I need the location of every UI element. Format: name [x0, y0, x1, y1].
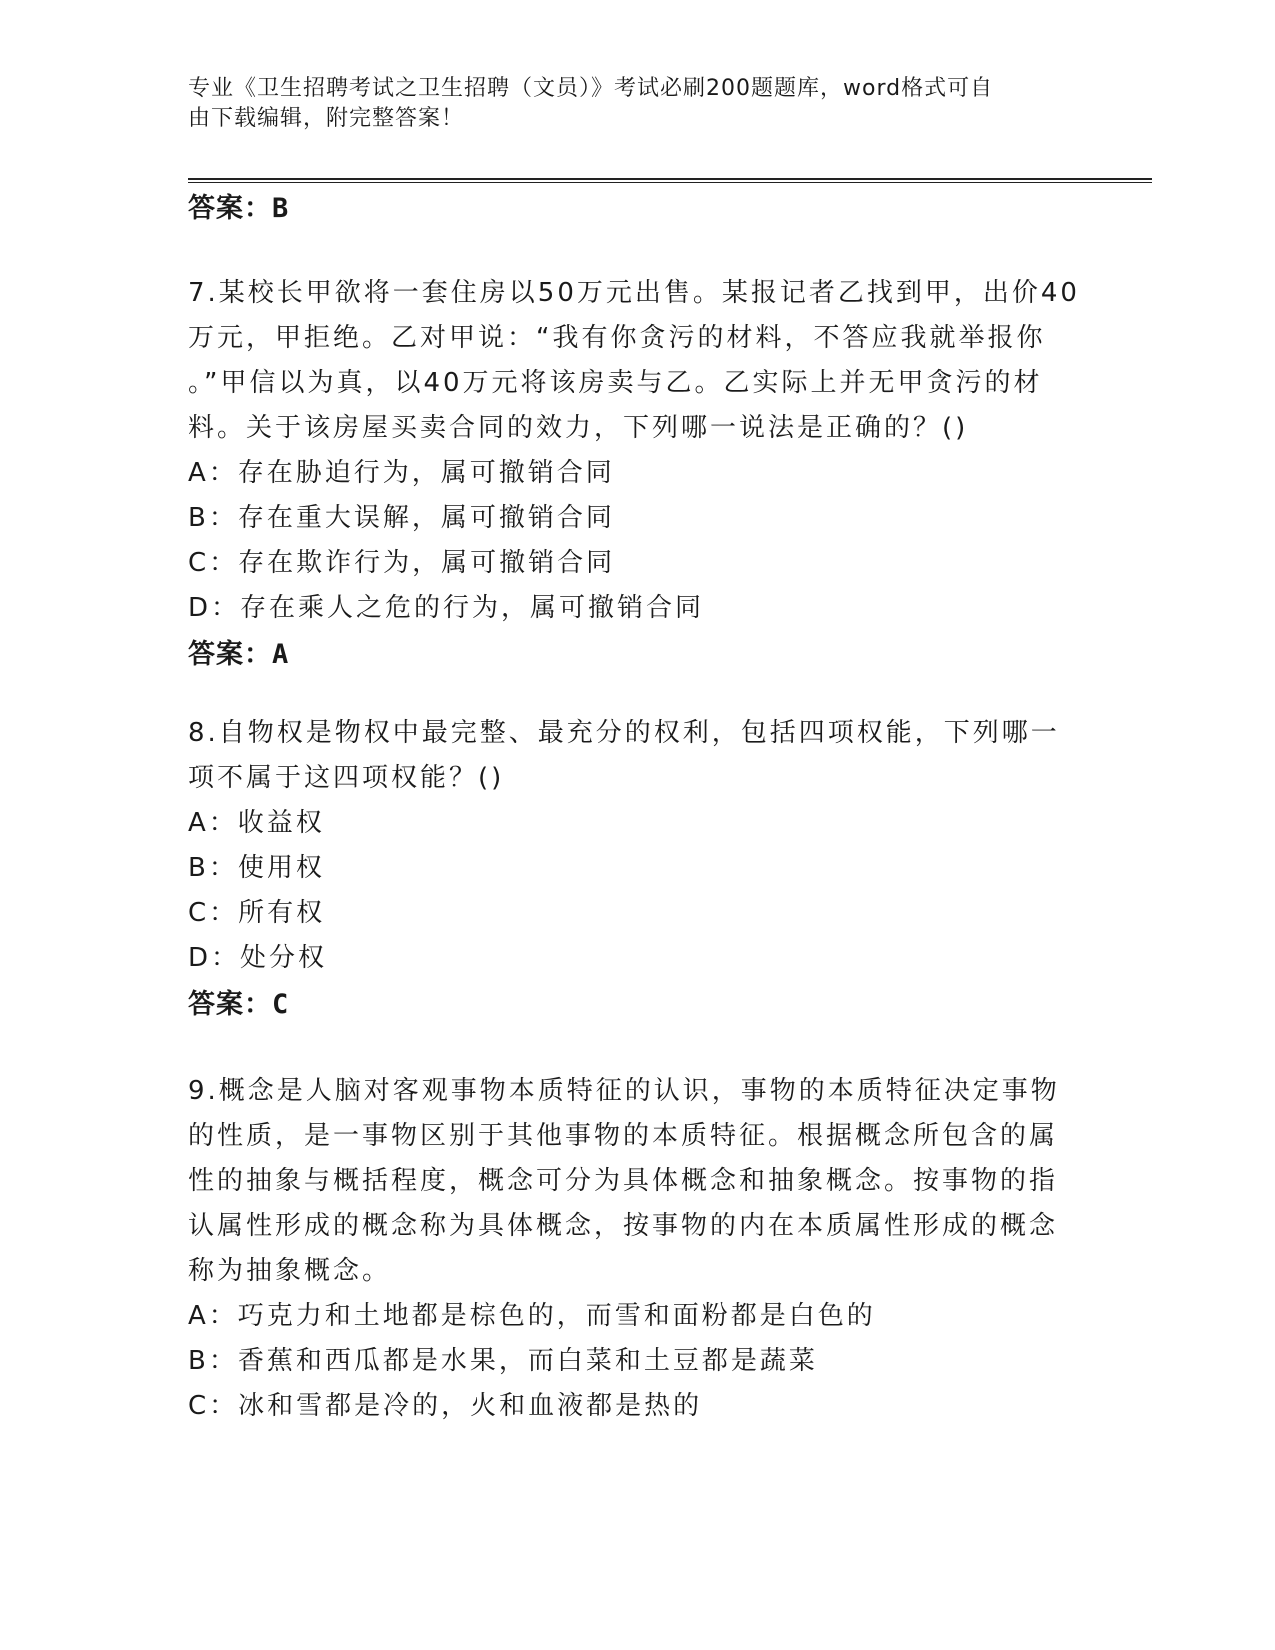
- option-d: D：处分权: [188, 943, 328, 973]
- answer-value: B: [272, 193, 290, 224]
- question-text-line: 的性质，是一事物区别于其他事物的本质特征。根据概念所包含的属: [188, 1121, 1059, 1151]
- question-text-line: 项不属于这四项权能？(): [188, 763, 505, 793]
- answer-label: 答案：: [188, 193, 272, 224]
- question-text-line: 称为抽象概念。: [188, 1256, 392, 1286]
- option-c: C：存在欺诈行为，属可撤销合同: [188, 548, 616, 578]
- option-c: C：所有权: [188, 898, 326, 928]
- option-a: A：巧克力和土地都是棕色的，而雪和面粉都是白色的: [188, 1301, 876, 1331]
- question-text-line: 9.概念是人脑对客观事物本质特征的认识，事物的本质特征决定事物: [188, 1076, 1060, 1106]
- answer-label: 答案：: [188, 989, 272, 1020]
- option-a: A：存在胁迫行为，属可撤销合同: [188, 458, 615, 488]
- header-rule-thin: [188, 182, 1152, 183]
- question-text-line: 性的抽象与概括程度，概念可分为具体概念和抽象概念。按事物的指: [188, 1166, 1059, 1196]
- answer-value: A: [272, 639, 290, 670]
- question-text-line: 认属性形成的概念称为具体概念，按事物的内在本质属性形成的概念: [188, 1211, 1059, 1241]
- question-text-line: 。”甲信以为真，以40万元将该房卖与乙。乙实际上并无甲贪污的材: [188, 368, 1043, 398]
- option-c: C：冰和雪都是冷的，火和血液都是热的: [188, 1391, 703, 1421]
- header-line-1: 专业《卫生招聘考试之卫生招聘（文员）》考试必刷200题题库，word格式可自: [188, 76, 994, 101]
- question-text-line: 万元，甲拒绝。乙对甲说：“我有你贪污的材料，不答应我就举报你: [188, 323, 1046, 353]
- option-d: D：存在乘人之危的行为，属可撤销合同: [188, 593, 705, 623]
- option-b: B：存在重大误解，属可撤销合同: [188, 503, 615, 533]
- answer-value: C: [272, 989, 290, 1020]
- document-header: [188, 74, 1068, 134]
- header-rule-thick: [188, 178, 1152, 180]
- option-a: A：收益权: [188, 808, 325, 838]
- previous-answer: [188, 186, 289, 225]
- header-line-2: 由下载编辑，附完整答案！: [188, 106, 465, 131]
- question-text-line: 7.某校长甲欲将一套住房以50万元出售。某报记者乙找到甲，出价40: [188, 278, 1080, 308]
- option-b: B：使用权: [188, 853, 325, 883]
- question-text-line: 8.自物权是物权中最完整、最充分的权利，包括四项权能，下列哪一: [188, 718, 1060, 748]
- question-text-line: 料。关于该房屋买卖合同的效力，下列哪一说法是正确的？(): [188, 413, 969, 443]
- question-8-answer: [188, 982, 289, 1021]
- answer-label: 答案：: [188, 639, 272, 670]
- option-b: B：香蕉和西瓜都是水果，而白菜和土豆都是蔬菜: [188, 1346, 818, 1376]
- question-7-answer: [188, 632, 289, 671]
